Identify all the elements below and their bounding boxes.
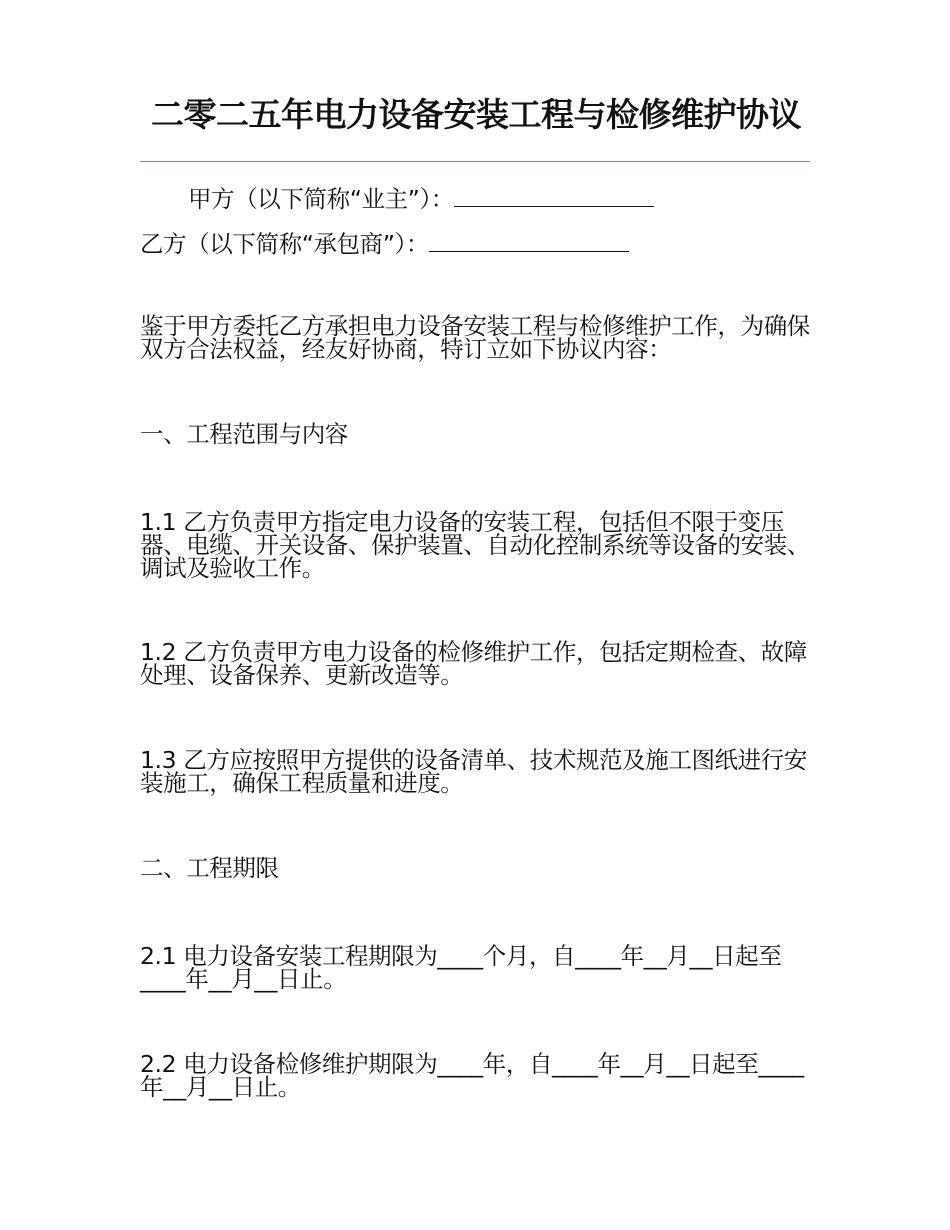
clause-1-1: 1.1 乙方负责甲方指定电力设备的安装工程，包括但不限于变压器、电缆、开关设备、保护装置、自动化控制系统等设备的安装、调试及验收工作。 bbox=[140, 508, 810, 582]
document-title: 二零二五年电力设备安装工程与检修维护协议 bbox=[151, 95, 801, 134]
party-b-blank bbox=[429, 229, 629, 252]
clause-2-1: 2.1 电力设备安装工程期限为____个月，自____年__月__日起至____年__月__日止。 bbox=[140, 942, 782, 993]
clause-1-2: 1.2 乙方负责甲方电力设备的检修维护工作，包括定期检查、故障处理、设备保养、更新改造等。 bbox=[140, 638, 807, 689]
section-heading-scope: 一、工程范围与内容 bbox=[140, 420, 348, 448]
section-heading-period: 二、工程期限 bbox=[140, 854, 279, 882]
clause-1-3: 1.3 乙方应按照甲方提供的设备清单、技术规范及施工图纸进行安装施工，确保工程质量和进度。 bbox=[140, 746, 807, 797]
party-a-label: 甲方（以下简称“业主”）： bbox=[188, 185, 454, 213]
clause-2-2: 2.2 电力设备检修维护期限为____年，自____年__月__日起至____年__月__日止。 bbox=[140, 1050, 804, 1101]
party-a-line bbox=[140, 184, 812, 211]
intro-paragraph: 鉴于甲方委托乙方承担电力设备安装工程与检修维护工作，为确保双方合法权益，经友好协商，特订立如下协议内容： bbox=[140, 312, 810, 363]
title-divider bbox=[140, 161, 810, 162]
party-b-line bbox=[140, 229, 812, 256]
party-a-blank bbox=[454, 184, 654, 207]
party-b-label: 乙方（以下简称“承包商”）： bbox=[140, 230, 429, 258]
